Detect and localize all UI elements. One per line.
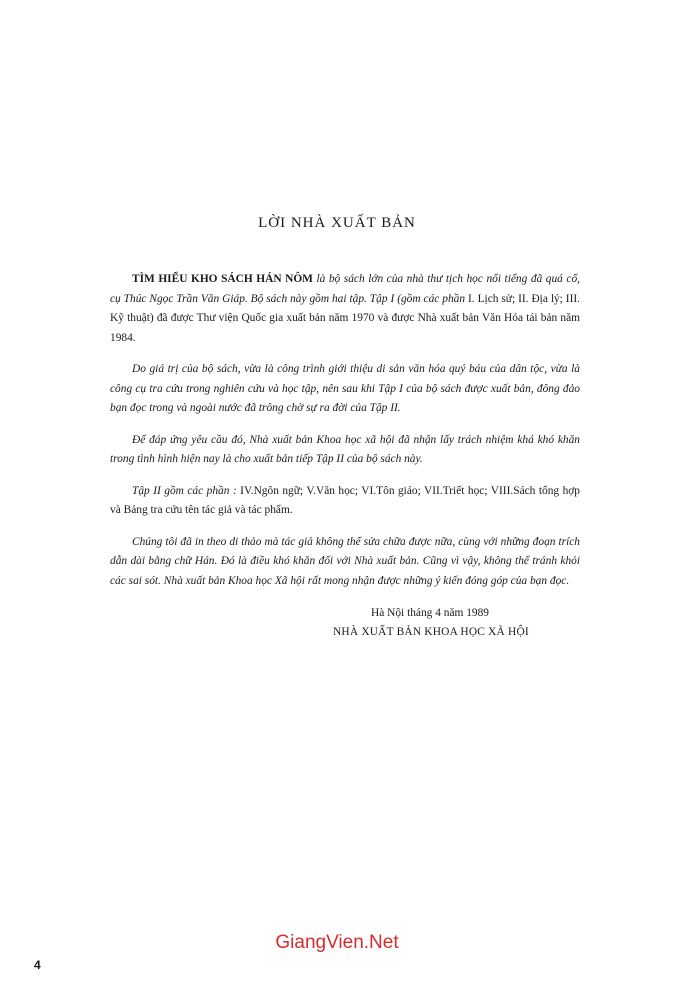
signature-block [333, 604, 593, 642]
paragraph-4 [110, 482, 580, 521]
page-title: LỜI NHÀ XUẤT BẢN [258, 215, 416, 231]
paragraph-1 [110, 270, 580, 348]
paragraph-2: Do giá trị của bộ sách, vừa là công trình giới thiệu di sản văn hóa quý báu của dân tộc, vừa là công cụ tra cứu trong nghiên cứu và học tập, nên sau khi Tập I của bộ sách được xuất bản, đông đảo bạn đọc trong và ngoài nước đã trông chờ sự ra đời của Tập II. [110, 363, 580, 414]
paragraph-4-italic: Tập II gồm các phần : [132, 484, 237, 497]
signature-date: Hà Nội tháng 4 năm 1989 [371, 607, 489, 619]
paragraph-4-regular: IV.Ngôn ngữ; V.Văn học; VI.Tôn giáo; VII.Triết học; VIII.Sách tổng hợp và Bảng tra cứu tên tác giả và tác phẩm. [110, 484, 580, 516]
paragraph-1-regular: I. Lịch sử; II. Địa lý; III. Kỹ thuật) đã được Thư viện Quốc gia xuất bản năm 1970 và được Nhà xuất bản Văn Hóa tái bản năm 1984. [110, 292, 580, 344]
paragraph-1-italic: là bộ sách lớn của nhà thư tịch học nổi tiếng đã quá cố, cụ Thúc Ngọc Trần Văn Giáp. Bộ sách này gồm hai tập. Tập I (gồm các phần [110, 273, 580, 305]
book-name: TÌM HIỂU KHO SÁCH HÁN NÔM [132, 273, 313, 285]
preface-body [110, 270, 580, 603]
paragraph-3: Để đáp ứng yêu cầu đó, Nhà xuất bản Khoa học xã hội đã nhận lấy trách nhiệm khá khó khăn trong tình hình hiện nay là cho xuất bản tiếp Tập II của bộ sách này. [110, 433, 580, 465]
signature-organization: NHÀ XUẤT BẢN KHOA HỌC XÃ HỘI [333, 626, 529, 638]
watermark-text: GiangVien.Net [275, 932, 399, 953]
page-number: 4 [34, 958, 41, 972]
paragraph-5: Chúng tôi đã in theo di thảo mà tác giả không thể sửa chữa được nữa, cùng với những đoạn trích dẫn dài bằng chữ Hán. Đó là điều khó khăn đối với Nhà xuất bản. Cũng vì vậy, không thể tránh khỏi các sai sót. Nhà xuất bản Khoa học Xã hội rất mong nhận được những ý kiến đóng góp của bạn đọc. [110, 535, 580, 587]
